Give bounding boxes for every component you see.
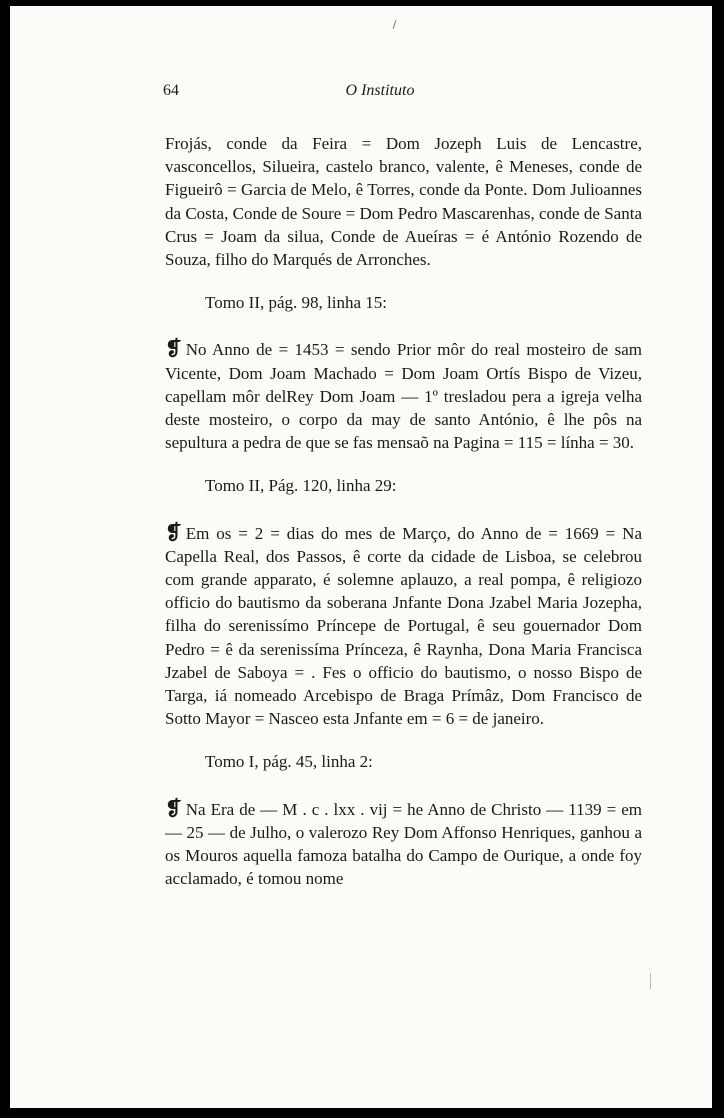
book-page <box>10 6 712 1108</box>
paragraph-mark-icon: ❡ <box>165 797 182 820</box>
paragraph-mark-icon: ❡ <box>165 338 182 361</box>
margin-mark <box>650 973 651 989</box>
body-text <box>165 132 642 890</box>
text-paragraph <box>165 338 642 454</box>
journal-title: O Instituto <box>345 82 415 99</box>
text-paragraph <box>165 798 642 891</box>
running-head <box>163 82 637 104</box>
paragraph-mark-icon: ❡ <box>165 521 182 544</box>
reference-heading: Tomo I, pág. 45, linha 2: <box>205 752 373 772</box>
paragraph-text: No Anno de = 1453 = sendo Prior môr do real mosteiro de sam Vicente, Dom Joam Machado = Dom Joam Ortís Bispo de Vizeu, capellam môr delRey Dom Joam — 1º tresladou pera a igreja velha deste mosteiro, o corpo da may de santo António, ê lhe pôs na sepultura a pedra de que se fas mensaõ na Pagina = 115 = línha = 30. <box>165 340 642 453</box>
paragraph-text: Em os = 2 = dias do mes de Março, do Anno de = 1669 = Na Capella Real, dos Passos, ê corte da cidade de Lisboa, se celebrou com grande apparato, é solemne aplauzo, a real pompa, ê religiozo officio do bautismo da soberana Jnfante Dona Jzabel Maria Jozepha, filha do serenissímo Príncepe de Portugal, ê seu gouernador Dom Pedro = ê da serenissíma Prínceza, ê Raynha, Dona Maria Francisca Jzabel de Saboya = . Fes o officio do bautismo, o nosso Bispo de Targa, iá nomeado Arcebispo de Braga Prímâz, Dom Francisco de Sotto Mayor = Nasceo esta Jnfante em = 6 = de janeiro. <box>165 523 642 729</box>
paragraph-text: Na Era de — M . c . lxx . vij = he Anno de Christo — 1139 = em — 25 — de Julho, o valerozo Rey Dom Affonso Henriques, ganhou a os Mouros aquella famoza batalha do Campo de Ourique, a onde foy acclamado, é tomou nome <box>165 799 642 889</box>
reference-heading: Tomo II, pág. 98, linha 15: <box>205 293 388 313</box>
reference-heading: Tomo II, Pág. 120, linha 29: <box>205 476 397 496</box>
text-paragraph: Frojás, conde da Feira = Dom Jozeph Luis de Lencastre, vasconcellos, Silueira, castelo branco, valente, ê Meneses, conde de Figueirô = Garcia de Melo, ê Torres, conde da Ponte. Dom Julioannes da Costa, Conde de Soure = Dom Pedro Mascarenhas, conde de Santa Crus = Joam da silua, Conde de Aueíras = é António Rozendo de Souza, filho do Marqués de Arronches. <box>165 134 642 270</box>
stray-ink-mark <box>393 20 397 29</box>
text-paragraph <box>165 522 642 731</box>
page-number: 64 <box>163 82 179 99</box>
